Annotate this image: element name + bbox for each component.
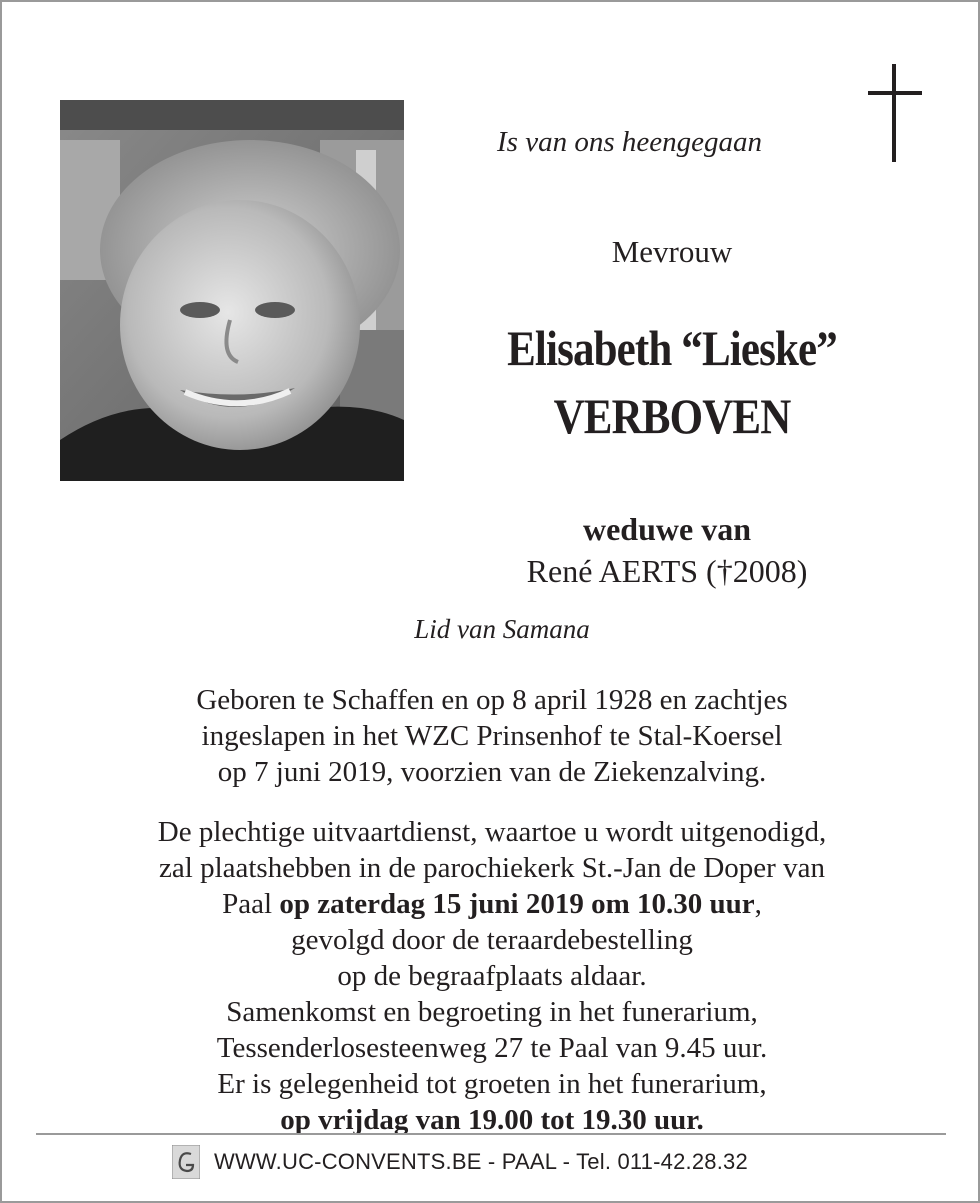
comma: , <box>754 888 762 920</box>
funeral-paragraph <box>42 814 942 1138</box>
given-name: Elisabeth “Lieske” <box>507 320 837 376</box>
funeral-date: op zaterdag 15 juni 2019 om 10.30 uur <box>279 888 755 920</box>
paragraph-line: op 7 juni 2019, voorzien van de Ziekenzalving. <box>217 756 767 788</box>
paragraph-line: op de begraafplaats aldaar. <box>337 960 647 992</box>
paragraph-line <box>42 886 942 922</box>
widow-label: weduwe van <box>582 511 751 547</box>
footer-contact[interactable]: WWW.UC-CONVENTS.BE - PAAL - Tel. 011-42.28.32 <box>214 1149 748 1174</box>
footer-divider <box>36 1133 946 1135</box>
paragraph-line: zal plaatshebben in de parochiekerk St.-Jan de Doper van <box>159 852 825 884</box>
membership: Lid van Samana <box>414 614 590 644</box>
paragraph-line: Samenkomst en begroeting in het funerarium, <box>226 996 758 1028</box>
visitation-time: op vrijdag van 19.00 tot 19.30 uur. <box>280 1104 704 1136</box>
deceased-name <box>474 314 870 450</box>
town-text: Paal <box>222 888 280 920</box>
paragraph-line: Tessenderlosesteenweg 27 te Paal van 9.45 uur. <box>216 1032 768 1064</box>
paragraph-line: De plechtige uitvaartdienst, waartoe u wordt uitgenodigd, <box>157 816 827 848</box>
paragraph-line: gevolgd door de teraardebestelling <box>291 924 693 956</box>
surname: VERBOVEN <box>553 388 791 444</box>
portrait-photo <box>60 100 404 481</box>
paragraph-line: Er is gelegenheid tot groeten in het funerarium, <box>217 1068 767 1100</box>
funeral-home-logo-icon <box>172 1145 200 1179</box>
spouse-name: René AERTS (†2008) <box>526 553 808 589</box>
honorific: Mevrouw <box>611 234 733 269</box>
cross-icon <box>864 64 926 162</box>
footer <box>172 1142 748 1182</box>
paragraph-line: ingeslapen in het WZC Prinsenhof te Stal-Koersel <box>201 720 783 752</box>
widow-of <box>432 508 902 592</box>
paragraph-line: Geboren te Schaffen en op 8 april 1928 en zachtjes <box>196 684 788 716</box>
birth-death-paragraph <box>42 682 942 790</box>
intro-text: Is van ons heengegaan <box>497 126 762 158</box>
